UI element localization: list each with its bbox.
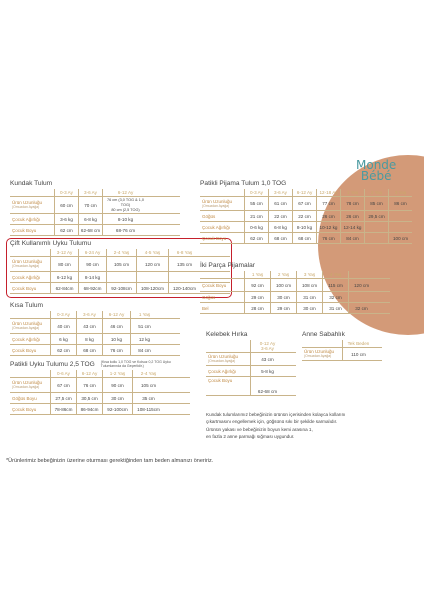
table-cell: 31 cm bbox=[322, 303, 348, 313]
table-cell: 46 cm bbox=[102, 319, 130, 333]
table-cell bbox=[364, 233, 388, 243]
kelebek-hirka-table bbox=[206, 331, 296, 396]
row-label: Çocuk Boyu bbox=[12, 285, 37, 291]
table-cell: 29,5 cm bbox=[364, 211, 388, 221]
table-cell: 62 cm bbox=[54, 225, 78, 235]
table-cell: 76 cm bbox=[102, 345, 130, 355]
row-label: Çocuk Boyu bbox=[12, 406, 37, 412]
table-cell: 43 cm bbox=[76, 319, 102, 333]
table-cell bbox=[388, 211, 412, 221]
header-cell: 4 Yaş bbox=[322, 271, 348, 278]
row-label: Ürün Uzunluğu (Omuzdan Ayağa) bbox=[12, 200, 43, 209]
iki-parca-table bbox=[200, 262, 390, 314]
row-label: Çocuk Ağırlığı bbox=[12, 216, 41, 222]
table-cell bbox=[168, 272, 200, 282]
header-cell: 12-18 Ay bbox=[316, 189, 340, 196]
table-cell: 10-12 kg bbox=[316, 222, 340, 232]
table-cell: 62-84cm bbox=[50, 283, 78, 293]
table-cell: 12-14 kg bbox=[340, 222, 364, 232]
table-cell: 68 cm bbox=[292, 233, 316, 243]
table-cell: 22 cm bbox=[292, 211, 316, 221]
header-cell: 0-3 Ay bbox=[244, 189, 268, 196]
table-cell: 120 cm bbox=[348, 279, 374, 291]
table-cell: 100 cm bbox=[270, 279, 296, 291]
table-cell: 22 cm bbox=[268, 211, 292, 221]
table-cell: 10 kg bbox=[102, 334, 130, 344]
header-cell: 0-3 Ay bbox=[50, 311, 76, 318]
table-cell: 6-8 kg bbox=[268, 222, 292, 232]
table-cell: 86 cm bbox=[388, 197, 412, 210]
table-cell: 115 cm bbox=[322, 279, 348, 291]
table-cell: 76 cm (3,0 TOG & 1,0 TOG) 80 cm (2,5 TOG) bbox=[102, 197, 148, 213]
table-cell: 78 cm bbox=[340, 197, 364, 210]
header-cell: 6-12 Ay bbox=[292, 189, 316, 196]
table-cell: 78-86cm bbox=[50, 404, 76, 414]
table-cell: 28 cm bbox=[244, 303, 270, 313]
table-cell: 62-68 cm bbox=[78, 225, 102, 235]
table-cell: 68-76 cm bbox=[102, 225, 148, 235]
table-cell: 8-10 kg bbox=[102, 214, 148, 224]
header-cell: 4-5 Yaş bbox=[136, 249, 168, 256]
header-cell: 2 Yaş bbox=[270, 271, 296, 278]
table-cell: 90 cm bbox=[102, 378, 132, 392]
row-label: Çocuk Boyu bbox=[202, 235, 227, 241]
table-cell: 90 cm bbox=[78, 257, 106, 271]
header-cell: 3-12 Ay bbox=[50, 249, 78, 256]
header-cell: 3 Yaş bbox=[296, 271, 322, 278]
table-title: Kısa Tulum bbox=[10, 302, 43, 309]
table-cell: 135 cm bbox=[168, 257, 200, 271]
header-cell: 6-12 Ay bbox=[102, 311, 130, 318]
row-label: Çocuk Ağırlığı bbox=[202, 224, 231, 230]
table-cell: 84 cm bbox=[130, 345, 158, 355]
row-label: Göğüs bbox=[202, 213, 216, 219]
row-label: Ürün Uzunluğu (Omuzdan Ayağa) bbox=[202, 198, 233, 208]
table-cell: 26 cm bbox=[340, 211, 364, 221]
table-title: Patikli Uyku Tulumu 2,5 TOG bbox=[10, 361, 95, 368]
table-cell: 62-68 cm bbox=[250, 377, 284, 395]
header-cell: Tek Beden bbox=[342, 340, 374, 347]
header-cell: 3 Yaş bbox=[388, 189, 412, 196]
table-cell bbox=[106, 272, 136, 282]
table-cell: 62 cm bbox=[50, 345, 76, 355]
table-cell bbox=[364, 222, 388, 232]
table-cell: 120 cm bbox=[136, 257, 168, 271]
table-cell: 8 kg bbox=[76, 334, 102, 344]
table-cell: 84 cm bbox=[340, 233, 364, 243]
table-cell: 0-6 kg bbox=[244, 222, 268, 232]
row-label: Ürün Uzunluğu (Omuzdan Ayağa) bbox=[12, 380, 43, 389]
row-label: Çocuk Boyu bbox=[12, 347, 37, 353]
header-cell: 1-2 Yaş bbox=[102, 370, 132, 377]
table-cell: 67 cm bbox=[292, 197, 316, 210]
table-cell: 30 cm bbox=[296, 303, 322, 313]
table-cell: 40 cm bbox=[50, 319, 76, 333]
anne-sabahlik-table bbox=[302, 331, 382, 361]
table-cell: 110 cm bbox=[342, 348, 374, 360]
header-cell: 1 Yaş bbox=[244, 271, 270, 278]
row-label: Ürün Uzunluğu (Omuzdan Ayağa) bbox=[12, 259, 43, 268]
table-cell: 30,5 cm bbox=[76, 393, 102, 403]
header-cell: 2-4 Yaş bbox=[132, 370, 164, 377]
table-note: (Kısa kollu 1,0 TOG ve Kolsuz 0,2 TOG Uyku Tulumlarında da Geçerlidir.) bbox=[100, 360, 171, 368]
table-cell: 108 cm bbox=[296, 279, 322, 291]
row-label: Göğüs bbox=[202, 294, 216, 300]
row-label: Çocuk Boyu bbox=[12, 227, 37, 233]
table-cell: 26 cm bbox=[316, 211, 340, 221]
table-cell: 60 cm bbox=[54, 197, 78, 213]
table-cell: 100 cm bbox=[388, 233, 412, 243]
logo-line-2: Bébé bbox=[360, 169, 392, 183]
table-cell: 76 cm bbox=[76, 378, 102, 392]
table-cell: 3-6 kg bbox=[54, 214, 78, 224]
table-cell: 29 cm bbox=[270, 303, 296, 313]
header-cell: 2-4 Yaş bbox=[106, 249, 136, 256]
table-cell: 105 cm bbox=[132, 378, 164, 392]
table-cell: 108-115cm bbox=[132, 404, 164, 414]
header-cell: 0-6 Ay bbox=[50, 370, 76, 377]
table-cell: 5-8 kg bbox=[250, 366, 284, 376]
table-cell: 92 cm bbox=[244, 279, 270, 291]
table-cell: 31 cm bbox=[296, 292, 322, 302]
table-cell: 29 cm bbox=[244, 292, 270, 302]
header-cell: 6-12 Ay bbox=[76, 370, 102, 377]
table-title: Patikli Pijama Tulum 1,0 TOG bbox=[200, 180, 287, 187]
row-label: Çocuk Ağırlığı bbox=[208, 368, 237, 374]
header-cell: 3-6 Ay bbox=[268, 189, 292, 196]
brand-logo bbox=[356, 160, 396, 182]
header-cell: 1 Yaş bbox=[340, 189, 364, 196]
table-title: Anne Sabahlık bbox=[302, 331, 345, 338]
row-label: Ürün Uzunluğu (Omuzdan Ayağa) bbox=[304, 349, 335, 358]
table-cell: 21 cm bbox=[244, 211, 268, 221]
logo-line-1: Monde bbox=[356, 158, 397, 172]
row-label: Göğüs Boyu bbox=[12, 395, 37, 401]
table-cell: 43 cm bbox=[250, 353, 284, 365]
table-cell: 30 cm bbox=[102, 393, 132, 403]
table-cell: 68 cm bbox=[76, 345, 102, 355]
table-cell: 80 cm bbox=[50, 257, 78, 271]
header-cell: 1 Yaş bbox=[130, 311, 158, 318]
row-label: Bel bbox=[202, 305, 209, 311]
table-cell: 61 cm bbox=[268, 197, 292, 210]
header-cell: 6-24 Ay bbox=[78, 249, 106, 256]
table-cell: 108-120cm bbox=[136, 283, 168, 293]
table-cell: 85 cm bbox=[364, 197, 388, 210]
table-cell: 62 cm bbox=[244, 233, 268, 243]
row-label: Çocuk Ağırlığı bbox=[12, 336, 41, 342]
uyku-tulumu-table bbox=[10, 360, 190, 415]
table-title: Kundak Tulum bbox=[10, 180, 53, 187]
table-cell: 35 cm bbox=[132, 393, 164, 403]
table-title: İki Parça Pijamalar bbox=[200, 262, 255, 269]
table-cell: 86-94cm bbox=[76, 404, 102, 414]
row-label: Çocuk Boyu bbox=[202, 282, 227, 288]
header-cell: 2 Yaş bbox=[364, 189, 388, 196]
row-label: Ürün Uzunluğu (Omuzdan Ayağa) bbox=[208, 354, 239, 363]
table-cell: 92-100cm bbox=[102, 404, 132, 414]
row-label: Çocuk Ağırlığı bbox=[12, 274, 41, 280]
table-cell: 68-92cm bbox=[78, 283, 106, 293]
table-cell bbox=[348, 292, 374, 302]
table-cell: 92-108cm bbox=[106, 283, 136, 293]
table-cell: 105 cm bbox=[106, 257, 136, 271]
header-cell: 6-8 Yaş bbox=[168, 249, 200, 256]
table-cell: 8-10 kg bbox=[292, 222, 316, 232]
header-cell: 6-12 Ay bbox=[102, 189, 148, 196]
header-cell: 3-6 Ay bbox=[76, 311, 102, 318]
table-cell: 32 cm bbox=[348, 303, 374, 313]
cift-kullanimli-table bbox=[10, 240, 230, 294]
table-cell: 12 kg bbox=[130, 334, 158, 344]
header-cell: 0-12 Ay 3-6 Ay bbox=[250, 340, 284, 352]
table-cell: 120-140cm bbox=[168, 283, 200, 293]
header-cell: 3-6 Ay bbox=[78, 189, 102, 196]
table-cell bbox=[388, 222, 412, 232]
header-cell bbox=[348, 271, 374, 278]
table-cell: 6 kg bbox=[50, 334, 76, 344]
table-cell: 55 cm bbox=[244, 197, 268, 210]
table-cell: 51 cm bbox=[130, 319, 158, 333]
table-title: Kelebek Hırka bbox=[206, 331, 248, 338]
info-text: Kundak tulumlarımız bebeğinizin ürünün içerisinden kolayca kollarını çıkartmasını engellemek için, göğsünü sıkı bir şekilde sarmalıdır. Ürünün yakası ve bebeğinizin boyun kemi arasına 1, en fazla 2 anne parmağı sığması uygundur. bbox=[206, 412, 346, 439]
header-cell: 0-3 Ay bbox=[54, 189, 78, 196]
table-cell: 68 cm bbox=[268, 233, 292, 243]
table-cell: 32 cm bbox=[322, 292, 348, 302]
kundak-tulum-table bbox=[10, 180, 180, 236]
table-cell: 6-8 kg bbox=[78, 214, 102, 224]
table-cell: 77 cm bbox=[316, 197, 340, 210]
table-cell: 76 cm bbox=[316, 233, 340, 243]
table-cell bbox=[136, 272, 168, 282]
footnote: *Ürünlerimiz bebeğinizin üzerine oturması gerektiğinden tam beden almanızı öneririz. bbox=[6, 458, 214, 464]
table-cell: 67 cm bbox=[50, 378, 76, 392]
pijama-tulum-table bbox=[200, 180, 412, 244]
table-cell: 70 cm bbox=[78, 197, 102, 213]
row-label: Çocuk Boyu bbox=[208, 378, 233, 383]
table-title: Çift Kullanımlı Uyku Tulumu bbox=[10, 240, 91, 247]
table-cell: 8-14 kg bbox=[78, 272, 106, 282]
kisa-tulum-table bbox=[10, 302, 180, 356]
table-cell: 27,5 cm bbox=[50, 393, 76, 403]
row-label: Ürün Uzunluğu (Omuzdan Ayağa) bbox=[12, 321, 43, 330]
table-cell: 30 cm bbox=[270, 292, 296, 302]
table-cell: 6-12 kg bbox=[50, 272, 78, 282]
